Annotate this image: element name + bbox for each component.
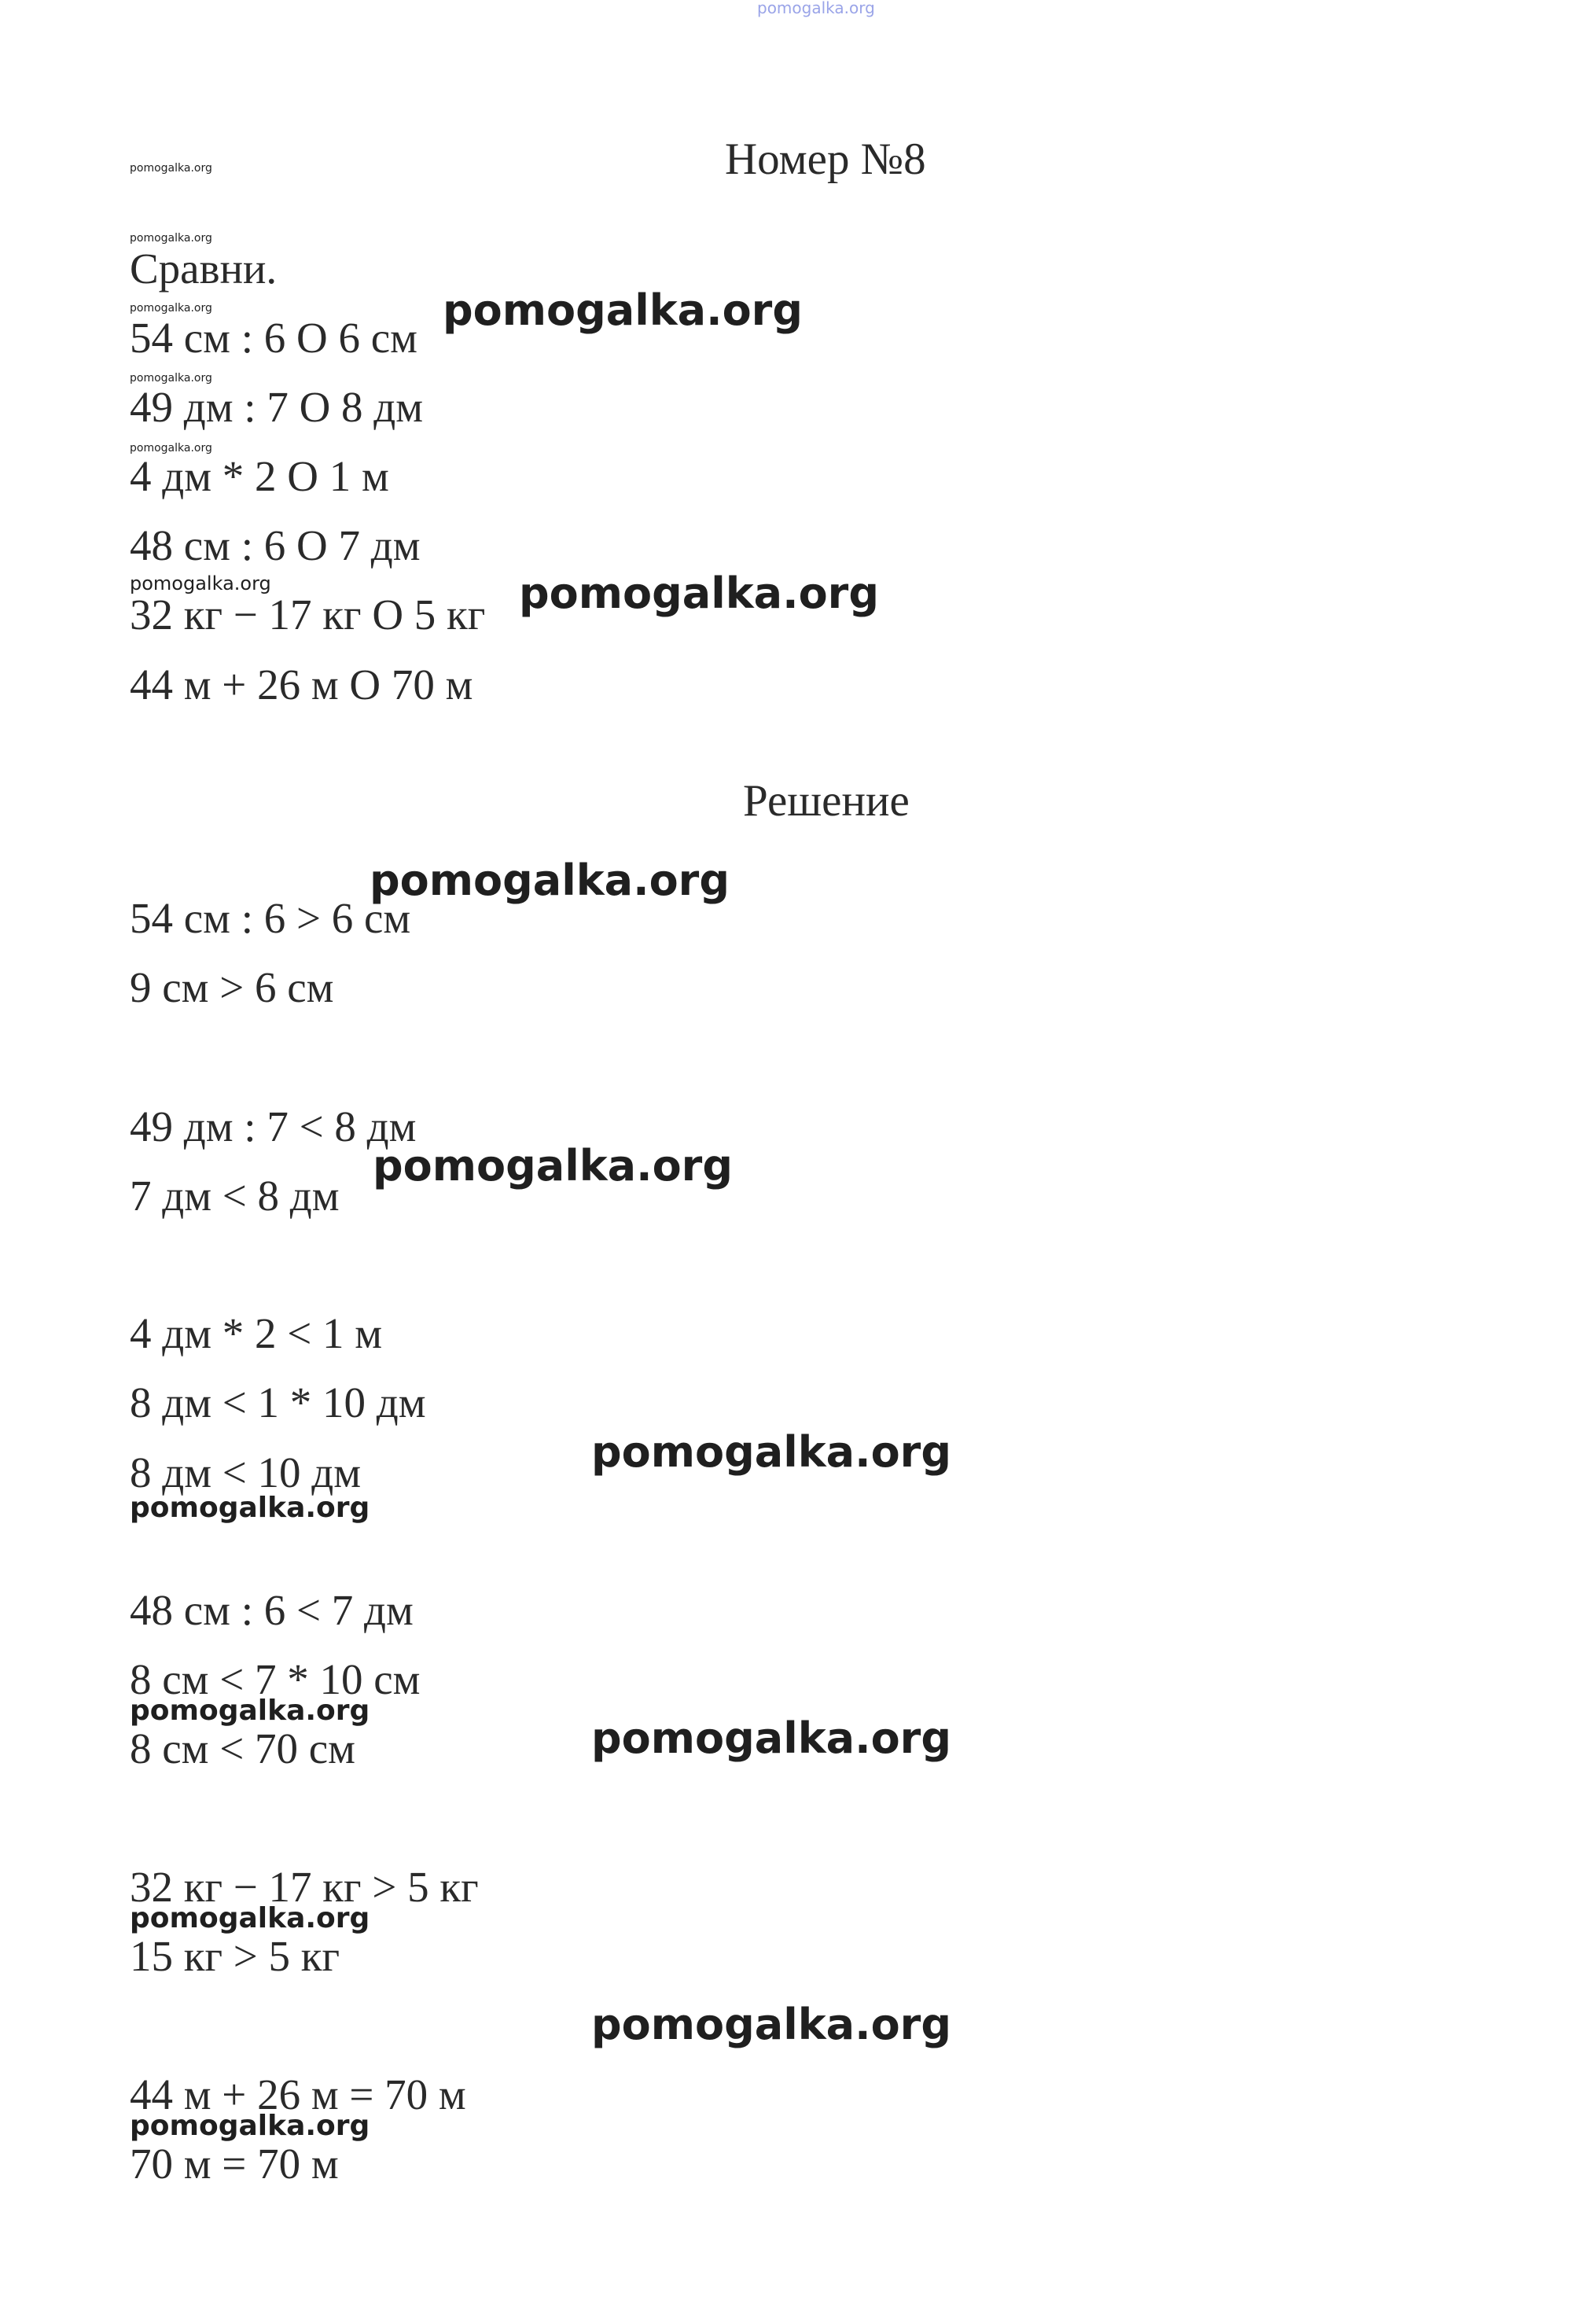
watermark-mid: pomogalka.org [130, 1492, 370, 1524]
solution-step: 8 см < 70 см [130, 1724, 355, 1772]
solution-step: 70 м = 70 м [130, 2140, 339, 2188]
watermark-mid: pomogalka.org [130, 2110, 370, 2142]
solution-step: 49 дм : 7 < 8 дм [130, 1102, 417, 1150]
solution-title: Решение [743, 776, 910, 826]
watermark-large: pomogalka.org [373, 1141, 733, 1191]
solution-step: 4 дм * 2 < 1 м [130, 1309, 383, 1357]
watermark-top: pomogalka.org [757, 0, 875, 17]
watermark-mid: pomogalka.org [130, 1695, 370, 1727]
task-prompt: Сравни. [130, 245, 278, 293]
task-expression: 44 м + 26 м О 70 м [130, 661, 473, 708]
task-expression: 32 кг − 17 кг О 5 кг [130, 591, 486, 639]
solution-step: 8 дм < 10 дм [130, 1448, 362, 1496]
watermark-mid: pomogalka.org [130, 1902, 370, 1934]
task-expression: 48 см : 6 О 7 дм [130, 521, 421, 569]
watermark-tiny: pomogalka.org [130, 162, 212, 175]
watermark-large: pomogalka.org [443, 285, 803, 335]
watermark-large: pomogalka.org [591, 2000, 951, 2049]
page-title: Номер №8 [725, 134, 926, 184]
watermark-tiny: pomogalka.org [130, 372, 212, 385]
solution-step: 44 м + 26 м = 70 м [130, 2070, 466, 2118]
solution-step: 54 см : 6 > 6 см [130, 894, 411, 942]
task-expression: 54 см : 6 О 6 см [130, 314, 417, 362]
solution-step: 7 дм < 8 дм [130, 1172, 340, 1220]
watermark-large: pomogalka.org [591, 1427, 951, 1477]
watermark-small: pomogalka.org [130, 572, 271, 594]
solution-step: 9 см > 6 см [130, 963, 334, 1011]
watermark-tiny: pomogalka.org [130, 442, 212, 455]
solution-step: 8 дм < 1 * 10 дм [130, 1378, 426, 1426]
solution-step: 15 кг > 5 кг [130, 1932, 340, 1980]
watermark-large: pomogalka.org [519, 569, 879, 618]
watermark-large: pomogalka.org [591, 1713, 951, 1763]
watermark-tiny: pomogalka.org [130, 232, 212, 245]
watermark-tiny: pomogalka.org [130, 302, 212, 315]
solution-step: 8 см < 7 * 10 см [130, 1655, 421, 1703]
watermark-large: pomogalka.org [370, 856, 730, 905]
solution-step: 48 см : 6 < 7 дм [130, 1586, 414, 1634]
task-expression: 49 дм : 7 О 8 дм [130, 383, 424, 431]
task-expression: 4 дм * 2 О 1 м [130, 452, 389, 500]
solution-step: 32 кг − 17 кг > 5 кг [130, 1863, 479, 1911]
